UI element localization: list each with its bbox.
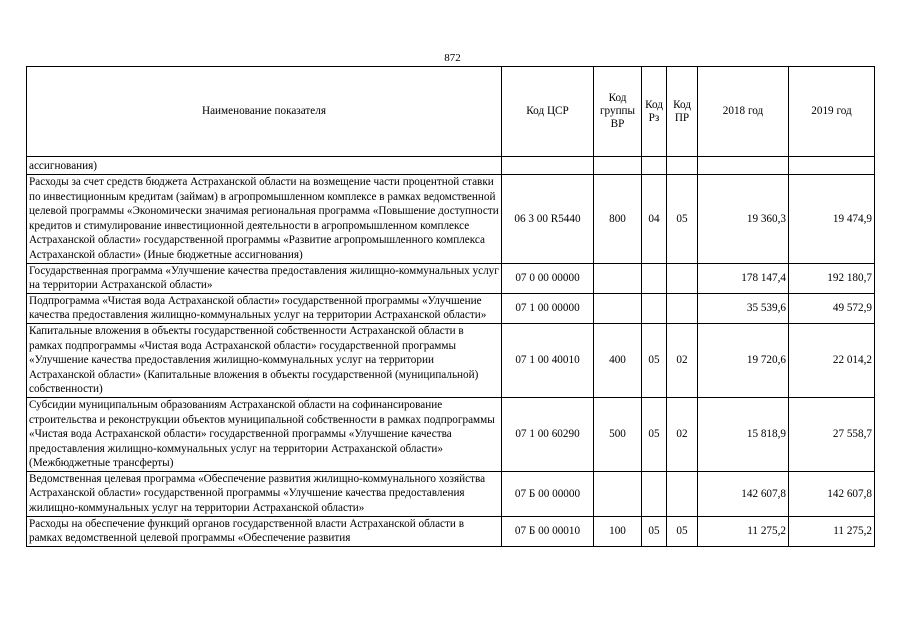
row-csr: 07 0 00 00000 <box>502 263 594 293</box>
header-csr: Код ЦСР <box>502 67 594 157</box>
row-2019: 27 558,7 <box>789 397 875 471</box>
row-name: Субсидии муниципальным образованиям Астраханской области на софинансирование строительства и реконструкции объектов муниципальной собственности в рамках подпрограммы «Чистая вода Астраханской области» государственной программы «Улучшение качества предоставления жилищно-коммунальных услуг на территории Астраханской области» (Межбюджетные трансферты) <box>27 397 502 471</box>
table-row <box>27 293 875 323</box>
row-2019: 49 572,9 <box>789 293 875 323</box>
row-name: Подпрограмма «Чистая вода Астраханской области» государственной программы «Улучшение качества предоставления жилищно-коммунальных услуг на территории Астраханской области» <box>27 293 502 323</box>
row-vr <box>594 157 642 175</box>
row-csr <box>502 157 594 175</box>
row-pr: 02 <box>667 397 698 471</box>
row-pr: 02 <box>667 323 698 397</box>
row-2018: 15 818,9 <box>698 397 789 471</box>
row-vr: 400 <box>594 323 642 397</box>
row-vr: 800 <box>594 175 642 264</box>
row-2019: 11 275,2 <box>789 516 875 546</box>
row-name: Расходы на обеспечение функций органов государственной власти Астраханской области в рамках ведомственной целевой программы «Обеспечение развития <box>27 516 502 546</box>
row-rz <box>642 157 667 175</box>
row-2018: 11 275,2 <box>698 516 789 546</box>
header-2018: 2018 год <box>698 67 789 157</box>
row-pr <box>667 157 698 175</box>
header-vr: Код группы ВР <box>594 67 642 157</box>
row-2018: 35 539,6 <box>698 293 789 323</box>
budget-table <box>26 66 875 547</box>
header-pr: Код ПР <box>667 67 698 157</box>
row-csr: 07 1 00 60290 <box>502 397 594 471</box>
row-rz <box>642 471 667 516</box>
row-2018: 19 720,6 <box>698 323 789 397</box>
row-2019: 142 607,8 <box>789 471 875 516</box>
row-name: Капитальные вложения в объекты государственной собственности Астраханской области в рамках подпрограммы «Чистая вода Астраханской области» государственной программы «Улучшение качества предоставления жилищно-коммунальных услуг на территории Астраханской области» (Капитальные вложения в объекты государственной (муниципальной) собственности) <box>27 323 502 397</box>
row-name: Ведомственная целевая программа «Обеспечение развития жилищно-коммунального хозяйства Астраханской области» государственной программы «Улучшение качества предоставления жилищно-коммунальных услуг на территории Астраханской области» <box>27 471 502 516</box>
row-csr: 07 Б 00 00000 <box>502 471 594 516</box>
table-row <box>27 263 875 293</box>
table-row <box>27 175 875 264</box>
row-rz <box>642 263 667 293</box>
row-name: Расходы за счет средств бюджета Астраханской области на возмещение части процентной ставки по инвестиционным кредитам (займам) в агропромышленном комплексе в рамках ведомственной целевой программы «Экономически значимая региональная программа «Повышение доступности кредитов и стимулирование инвестиционной деятельности в агропромышленном комплексе Астраханской области» государственной программы «Развитие агропромышленного комплекса Астраханской области» (Иные бюджетные ассигнования) <box>27 175 502 264</box>
row-csr: 07 1 00 40010 <box>502 323 594 397</box>
row-2019: 22 014,2 <box>789 323 875 397</box>
row-rz: 05 <box>642 323 667 397</box>
header-rz: Код Рз <box>642 67 667 157</box>
row-name: ассигнования) <box>27 157 502 175</box>
header-2019: 2019 год <box>789 67 875 157</box>
row-2019 <box>789 157 875 175</box>
row-vr <box>594 293 642 323</box>
row-csr: 06 3 00 R5440 <box>502 175 594 264</box>
row-rz: 05 <box>642 516 667 546</box>
table-row <box>27 471 875 516</box>
row-2018: 142 607,8 <box>698 471 789 516</box>
row-2019: 19 474,9 <box>789 175 875 264</box>
row-name: Государственная программа «Улучшение качества предоставления жилищно-коммунальных услуг на территории Астраханской области» <box>27 263 502 293</box>
row-pr <box>667 471 698 516</box>
row-vr <box>594 263 642 293</box>
row-vr: 500 <box>594 397 642 471</box>
header-name: Наименование показателя <box>27 67 502 157</box>
row-2019: 192 180,7 <box>789 263 875 293</box>
row-vr <box>594 471 642 516</box>
row-csr: 07 1 00 00000 <box>502 293 594 323</box>
row-vr: 100 <box>594 516 642 546</box>
row-rz: 04 <box>642 175 667 264</box>
table-row <box>27 157 875 175</box>
row-rz: 05 <box>642 397 667 471</box>
row-2018 <box>698 157 789 175</box>
row-pr <box>667 293 698 323</box>
table-row <box>27 397 875 471</box>
row-csr: 07 Б 00 00010 <box>502 516 594 546</box>
row-rz <box>642 293 667 323</box>
page-number: 872 <box>444 52 461 64</box>
row-pr <box>667 263 698 293</box>
row-2018: 19 360,3 <box>698 175 789 264</box>
header-row <box>27 67 875 157</box>
row-pr: 05 <box>667 175 698 264</box>
table-row <box>27 323 875 397</box>
row-2018: 178 147,4 <box>698 263 789 293</box>
row-pr: 05 <box>667 516 698 546</box>
table-row <box>27 516 875 546</box>
